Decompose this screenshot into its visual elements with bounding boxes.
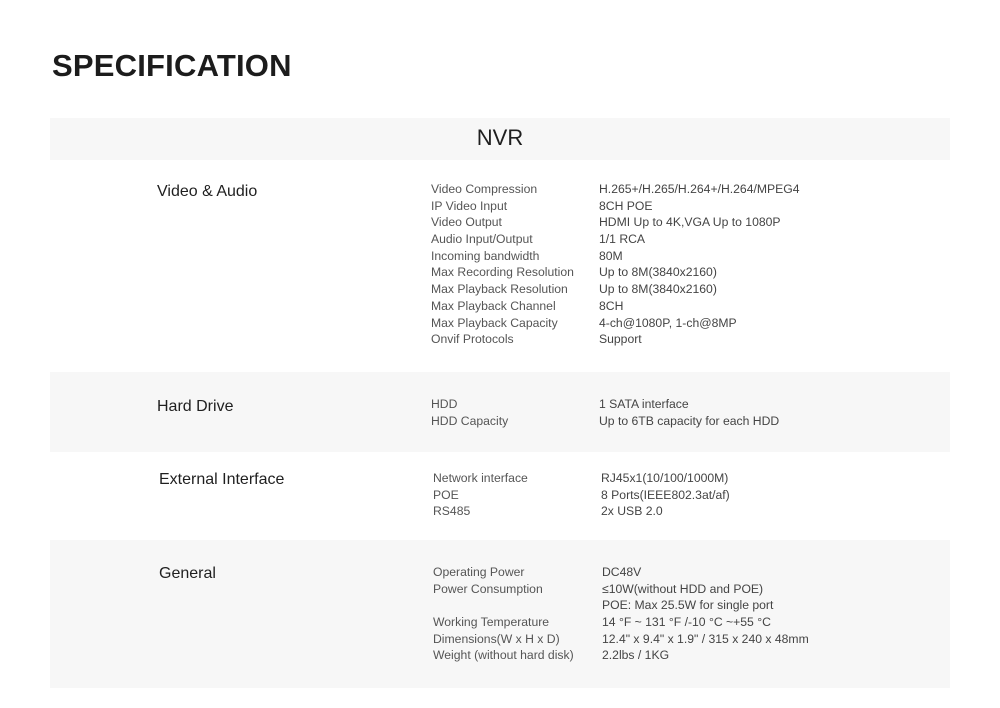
- section-title: Hard Drive: [157, 398, 234, 415]
- spec-value: RJ45x1(10/100/1000M): [601, 471, 729, 485]
- spec-value: 2.2lbs / 1KG: [602, 648, 670, 663]
- product-header: NVR: [50, 118, 950, 160]
- spec-key: Max Playback Capacity: [431, 315, 558, 330]
- spec-value: 8 Ports(IEEE802.3at/af): [601, 487, 730, 502]
- spec-value: ≤10W(without HDD and POE): [602, 581, 764, 596]
- spec-value: H.265+/H.265/H.264+/H.264/MPEG4: [599, 182, 800, 196]
- spec-key: Audio Input/Output: [431, 232, 533, 247]
- spec-key: Power Consumption: [433, 581, 543, 596]
- spec-key: Network interface: [433, 471, 528, 485]
- spec-value: 8CH: [599, 298, 624, 313]
- spec-key: Max Playback Resolution: [431, 282, 568, 297]
- section-title: Video & Audio: [157, 183, 258, 200]
- spec-key: Dimensions(W x H x D): [433, 631, 560, 646]
- spec-value: 80M: [599, 248, 623, 263]
- spec-value: HDMI Up to 4K,VGA Up to 1080P: [599, 215, 781, 230]
- spec-key: POE: [433, 487, 459, 502]
- spec-value: 2x USB 2.0: [601, 504, 663, 519]
- spec-key: IP Video Input: [431, 198, 508, 213]
- spec-value: 1 SATA interface: [599, 397, 689, 411]
- spec-value: 8CH POE: [599, 198, 653, 213]
- spec-key: RS485: [433, 504, 471, 519]
- spec-key: Video Output: [431, 215, 502, 230]
- spec-value: Support: [599, 332, 642, 347]
- page-title: SPECIFICATION: [52, 48, 292, 83]
- spec-key: Incoming bandwidth: [431, 248, 540, 263]
- spec-value: POE: Max 25.5W for single port: [602, 598, 774, 613]
- spec-key: Operating Power: [433, 565, 525, 579]
- spec-key: Weight (without hard disk): [433, 648, 574, 663]
- spec-value: Up to 8M(3840x2160): [599, 282, 717, 297]
- spec-value: 4-ch@1080P, 1-ch@8MP: [599, 315, 737, 330]
- spec-value: 1/1 RCA: [599, 232, 646, 247]
- section-title: External Interface: [159, 471, 285, 488]
- spec-key: Max Playback Channel: [431, 298, 556, 313]
- spec-key: Working Temperature: [433, 615, 550, 630]
- spec-key: HDD: [431, 397, 458, 411]
- spec-key: Onvif Protocols: [431, 332, 514, 347]
- spec-value: DC48V: [602, 565, 642, 579]
- spec-value: Up to 6TB capacity for each HDD: [599, 413, 780, 428]
- section-title: General: [159, 565, 216, 582]
- spec-value: 12.4" x 9.4" x 1.9" / 315 x 240 x 48mm: [602, 631, 809, 646]
- spec-value: Up to 8M(3840x2160): [599, 265, 717, 280]
- spec-key: Max Recording Resolution: [431, 265, 574, 280]
- spec-key: HDD Capacity: [431, 413, 509, 428]
- spec-value: 14 °F ~ 131 °F /-10 °C ~+55 °C: [602, 615, 771, 630]
- spec-key: Video Compression: [431, 182, 538, 196]
